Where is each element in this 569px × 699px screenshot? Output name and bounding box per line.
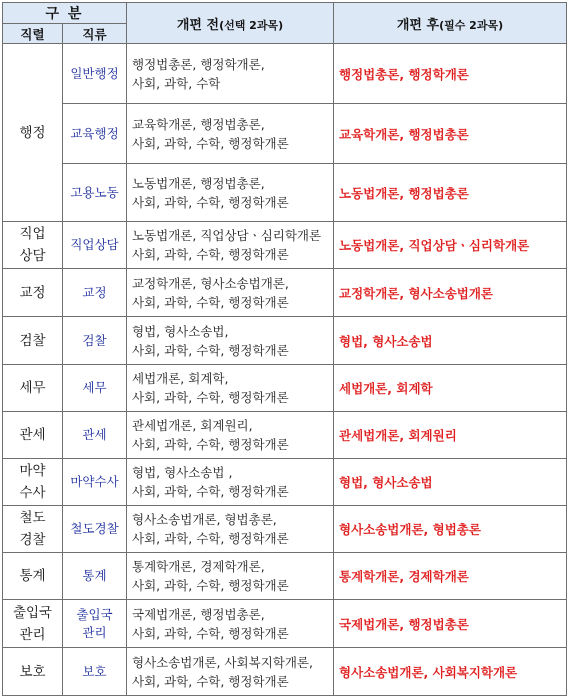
after-subjects-cell: 형법, 형사소송법 — [334, 317, 567, 365]
class-cell — [63, 44, 127, 104]
after-subjects-cell: 교정학개론, 형사소송법개론 — [334, 269, 567, 317]
after-subjects-cell: 통계학개론, 경제학개론 — [334, 553, 567, 600]
before-subjects-line: 노동법개론, 행정법총론, — [132, 175, 265, 191]
header-after-note: (필수 2과목) — [439, 18, 504, 32]
before-subjects-line: 형법, 형사소송법 , — [132, 465, 233, 480]
after-subjects-cell: 형사소송법개론, 사회복지학개론 — [334, 648, 567, 696]
series-cell — [3, 365, 63, 412]
class-cell — [63, 648, 127, 696]
before-subjects-line: 사회, 과학, 수학, 행정학개론 — [132, 342, 289, 358]
before-subjects-line: 국제법개론, 행정법총론, — [132, 606, 265, 622]
before-subjects-line: 관세법개론, 회계원리, — [132, 418, 253, 433]
before-subjects-line: 사회, 과학, 수학, 행정학개론 — [132, 531, 289, 546]
series-label: 관세 — [19, 427, 46, 443]
series-label: 철도 — [19, 510, 46, 526]
table-row — [3, 317, 567, 365]
series-cell — [3, 553, 63, 600]
class-label: 관세 — [82, 427, 107, 442]
header-before-note: (선택 2과목) — [219, 18, 284, 32]
before-subjects-cell — [127, 317, 334, 365]
series-cell — [3, 222, 63, 269]
before-subjects-cell — [127, 365, 334, 412]
table-row — [3, 600, 567, 648]
class-cell — [63, 104, 127, 164]
after-subjects-cell: 교육학개론, 행정법총론 — [334, 104, 567, 164]
header-category: 구 분 — [3, 3, 127, 24]
before-subjects-line: 통계학개론, 경제학개론, — [132, 559, 265, 574]
before-subjects-cell — [127, 506, 334, 553]
class-label: 직업상담 — [70, 237, 119, 252]
series-cell — [3, 459, 63, 506]
class-cell — [63, 222, 127, 269]
class-label: 고용노동 — [70, 184, 119, 200]
before-subjects-cell — [127, 459, 334, 506]
class-cell — [63, 553, 127, 600]
header-class: 직류 — [63, 24, 127, 44]
after-subjects-cell: 관세법개론, 회계원리 — [334, 412, 567, 459]
class-label: 출입국 — [76, 606, 113, 622]
before-subjects-cell — [127, 44, 334, 104]
class-cell — [63, 269, 127, 317]
class-label: 교정 — [82, 284, 107, 300]
before-subjects-line: 노동법개론, 직업상담ㆍ심리학개론 — [132, 228, 322, 243]
class-cell — [63, 506, 127, 553]
class-cell — [63, 459, 127, 506]
before-subjects-line: 형법, 형사소송법, — [132, 323, 229, 339]
series-label: 통계 — [19, 568, 46, 584]
after-subjects-cell: 국제법개론, 행정법총론 — [334, 600, 567, 648]
series-label: 직업 — [19, 226, 46, 242]
before-subjects-line: 교정학개론, 형사소송법개론, — [132, 275, 289, 291]
table-body — [3, 44, 567, 696]
series-label: 교정 — [19, 284, 46, 301]
before-subjects-line: 사회, 과학, 수학, 행정학개론 — [132, 390, 289, 405]
header-after-label: 개편 후 — [396, 17, 440, 33]
before-subjects-line: 사회, 과학, 수학, 행정학개론 — [132, 673, 289, 689]
after-subjects-cell: 형사소송법개론, 형법총론 — [334, 506, 567, 553]
series-cell — [3, 269, 63, 317]
before-subjects-cell — [127, 164, 334, 222]
before-subjects-line: 사회, 과학, 수학, 행정학개론 — [132, 135, 289, 151]
after-subjects-cell: 노동법개론, 직업상담ㆍ심리학개론 — [334, 222, 567, 269]
class-cell — [63, 412, 127, 459]
after-subjects-cell: 형법, 형사소송법 — [334, 459, 567, 506]
class-label: 보호 — [82, 663, 107, 679]
series-cell — [3, 648, 63, 696]
series-label: 보호 — [19, 663, 46, 680]
before-subjects-line: 사회, 과학, 수학, 행정학개론 — [132, 194, 289, 210]
header-series: 직렬 — [3, 24, 63, 44]
before-subjects-line: 사회, 과학, 수학 — [132, 75, 221, 91]
series-cell — [3, 317, 63, 365]
before-subjects-line: 형사소송법개론, 형법총론, — [132, 512, 277, 527]
series-label: 출입국 — [12, 604, 53, 621]
series-label: 마약 — [19, 463, 46, 479]
before-subjects-cell — [127, 648, 334, 696]
class-label: 일반행정 — [70, 65, 119, 81]
header-before-label: 개편 전 — [176, 17, 220, 33]
before-subjects-line: 행정법총론, 행정학개론, — [132, 56, 265, 72]
series-label: 수사 — [19, 485, 46, 501]
table-row — [3, 459, 567, 506]
class-label: 철도경찰 — [70, 521, 119, 536]
before-subjects-line: 사회, 과학, 수학, 행정학개론 — [132, 294, 289, 310]
series-label: 행정 — [19, 124, 46, 141]
class-label: 세무 — [82, 380, 107, 395]
before-subjects-line: 형사소송법개론, 사회복지학개론, — [132, 654, 313, 670]
class-label: 관리 — [82, 624, 107, 640]
table-row — [3, 648, 567, 696]
table-row — [3, 506, 567, 553]
series-label: 세무 — [19, 380, 46, 396]
before-subjects-cell — [127, 269, 334, 317]
after-subjects-cell: 세법개론, 회계학 — [334, 365, 567, 412]
before-subjects-cell — [127, 222, 334, 269]
table-row — [3, 164, 567, 222]
class-cell — [63, 365, 127, 412]
before-subjects-cell — [127, 600, 334, 648]
table-row — [3, 553, 567, 600]
table-row — [3, 222, 567, 269]
before-subjects-line: 사회, 과학, 수학, 행정학개론 — [132, 578, 289, 593]
header-after — [334, 3, 567, 44]
before-subjects-line: 세법개론, 회계학, — [132, 371, 229, 386]
before-subjects-line: 사회, 과학, 수학, 행정학개론 — [132, 484, 289, 499]
before-subjects-cell — [127, 104, 334, 164]
table-row — [3, 412, 567, 459]
before-subjects-line: 사회, 과학, 수학, 행정학개론 — [132, 437, 289, 452]
series-label: 경찰 — [19, 532, 46, 548]
series-label: 상담 — [19, 248, 46, 264]
table-row — [3, 269, 567, 317]
series-cell — [3, 600, 63, 648]
series-cell — [3, 44, 63, 222]
subject-change-table — [2, 2, 567, 696]
class-label: 검찰 — [82, 332, 107, 348]
before-subjects-line: 사회, 과학, 수학, 행정학개론 — [132, 247, 289, 262]
series-cell — [3, 412, 63, 459]
after-subjects-cell: 행정법총론, 행정학개론 — [334, 44, 567, 104]
class-cell — [63, 600, 127, 648]
before-subjects-line: 사회, 과학, 수학, 행정학개론 — [132, 625, 289, 641]
class-cell — [63, 317, 127, 365]
after-subjects-cell: 노동법개론, 행정법총론 — [334, 164, 567, 222]
class-label: 통계 — [82, 568, 107, 583]
table-row — [3, 104, 567, 164]
series-cell — [3, 506, 63, 553]
series-label: 검찰 — [19, 332, 46, 349]
table-row — [3, 365, 567, 412]
before-subjects-cell — [127, 553, 334, 600]
before-subjects-cell — [127, 412, 334, 459]
header-before — [127, 3, 334, 44]
before-subjects-line: 교육학개론, 행정법총론, — [132, 116, 265, 132]
class-cell — [63, 164, 127, 222]
class-label: 마약수사 — [70, 474, 119, 489]
series-label: 관리 — [19, 626, 46, 643]
table-row — [3, 44, 567, 104]
class-label: 교육행정 — [70, 125, 119, 141]
